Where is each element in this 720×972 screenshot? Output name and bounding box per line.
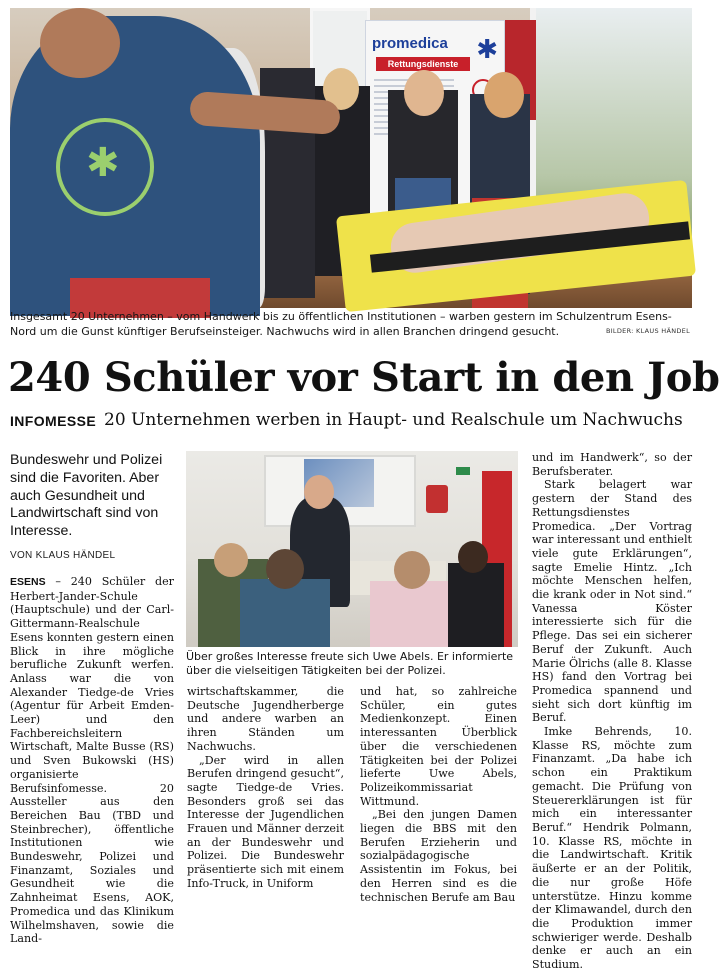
text-column-1 [10, 575, 174, 946]
banner-subtitle: Rettungsdienste [376, 57, 470, 71]
text-column-4 [532, 451, 693, 972]
caption-line: Insgesamt 20 Unternehmen – vom Handwerk bis zu öffentlichen Institutionen – warben gestern im Schulzentrum Esens- [10, 310, 672, 323]
police-officer-head [304, 475, 334, 509]
middle-photo [186, 451, 518, 647]
paramedic-head [484, 72, 524, 118]
top-photo-caption [10, 309, 694, 339]
paragraph: Stark belagert war gestern der Stand des Rettungsdienstes Promedica. „Der Vortrag war interessant und enthielt viele gute Erklärungen“, sagte Emelie Hintz. „Ich möchte Menschen helfen, die krank oder in Not sind.“ Vanessa Köster interessierte sich für die Pflege. Das sei ein sicherer Beruf der Zukunft. Auch Marie Ölrichs (alle 8. Klasse HS) fand den Vortrag bei Promedica spannend und sieht sich dort künftig im Beruf. [532, 478, 693, 725]
paragraph: Imke Behrends, 10. Klasse RS, möchte zum Finanzamt. „Da habe ich schon ein Praktikum gemacht. Die Prüfung von Steuererklärungen ist für mich ein interessanter Beruf.“ Hendrik Polmann, 10. Klasse RS, möchte in die Landwirtschaft. Kritik äußerte er an der Politik, die nur große Höfe unterstütze. Hinzu komme der Klimawandel, durch den die Produktion immer schwieriger werde. Deshalb denke er auch an ein Studium. [532, 725, 692, 972]
paragraph: „Bei den jungen Damen liegen die BBS mit den Berufen Erzieherin und sozialpädagogische Assistentin im Fokus, bei den Herren sind es die technischen Berufe am Bau [360, 808, 517, 904]
article-headline: 240 Schüler vor Start in den Job [8, 354, 720, 401]
byline: VON KLAUS HÄNDEL [10, 550, 116, 561]
paragraph: „Der wird in allen Berufen dringend gesucht“, sagte Tiedge-de Vries. Besonders groß sei das Interesse der Jugendlichen Frauen und Männer derzeit an der Bundeswehr und Polizei. Die Bundeswehr präsentierte sich mit einem Info-Truck, in Uniform [187, 753, 344, 890]
student-figure [240, 579, 330, 647]
student-head [394, 551, 430, 589]
student-head [214, 543, 248, 577]
paramedic-head [40, 8, 120, 78]
caption-line: Über großes Interesse freute sich Uwe Abels. Er informierte [186, 650, 514, 663]
student-figure [370, 581, 458, 647]
exit-sign [456, 467, 470, 475]
photo-credit: BILDER: KLAUS HÄNDEL [605, 327, 690, 335]
article-lead: Bundeswehr und Polizei sind die Favoriten. Aber auch Gesundheit und Landwirtschaft sind von Interesse. [10, 452, 163, 540]
promedica-shirt-logo [56, 118, 154, 216]
caption-line: Nord um die Gunst künftiger Berufseinsteiger. Nachwuchs wird in allen Branchen dringend gesucht. [10, 325, 560, 338]
text-column-3 [360, 685, 517, 904]
star-of-life-icon: ✱ [86, 140, 120, 186]
top-photo [10, 8, 692, 308]
paragraph: und im Handwerk“, so der Berufsberater. [532, 451, 692, 478]
dateline: ESENS [10, 576, 46, 588]
fire-alarm-box [426, 485, 448, 513]
student-figure [448, 563, 504, 647]
student-head [404, 70, 444, 116]
paragraph: wirtschaftskammer, die Deutsche Jugendherberge und andere warben an ihren Ständen um Nachwuchs. [187, 685, 344, 753]
student-head [266, 549, 304, 589]
subheadline: 20 Unternehmen werben in Haupt- und Realschule um Nachwuchs [104, 410, 683, 430]
kicker: INFOMESSE [10, 413, 97, 429]
middle-photo-caption [186, 650, 524, 678]
body-text: – 240 Schüler der Herbert-Jander-Schule (Hauptschule) und der Carl-Gittermann-Realschule Esens konnten gestern einen Blick in ihre mögliche berufliche Zukunft werfen. Anlass war die von Alexander Tiedge-de Vries (Agentur für Arbeit Emden-Leer) und den Fachbereichsleitern Wirtschaft, Malte Busse (RS) und Sven Bukowski (HS) organisierte Berufsinfomesse. 20 Aussteller aus den Bereichen Bau (TBD und Steinbrecher), öffentliche Institutionen wie Bundeswehr, Polizei und Finanzamt, Soziales und Gesundheit wie die Zahnheimat Esens, AOK, Promedica und das Klinikum Wilhelmshaven, sowie die Land- [10, 575, 174, 946]
student-head [458, 541, 488, 573]
text-column-2 [187, 685, 344, 890]
paragraph: und hat, so zahlreiche Schüler, ein gutes Medienkonzept. Einen interessanten Überblick über die verschiedenen Tätigkeiten bei der Polizei lieferte Uwe Abels, Polizeikommissariat Wittmund. [360, 685, 517, 808]
caption-line: über die vielseitigen Tätigkeiten bei der Polizei. [186, 664, 446, 677]
star-of-life-icon: ✱ [476, 35, 498, 65]
banner-title: promedica [372, 35, 448, 52]
